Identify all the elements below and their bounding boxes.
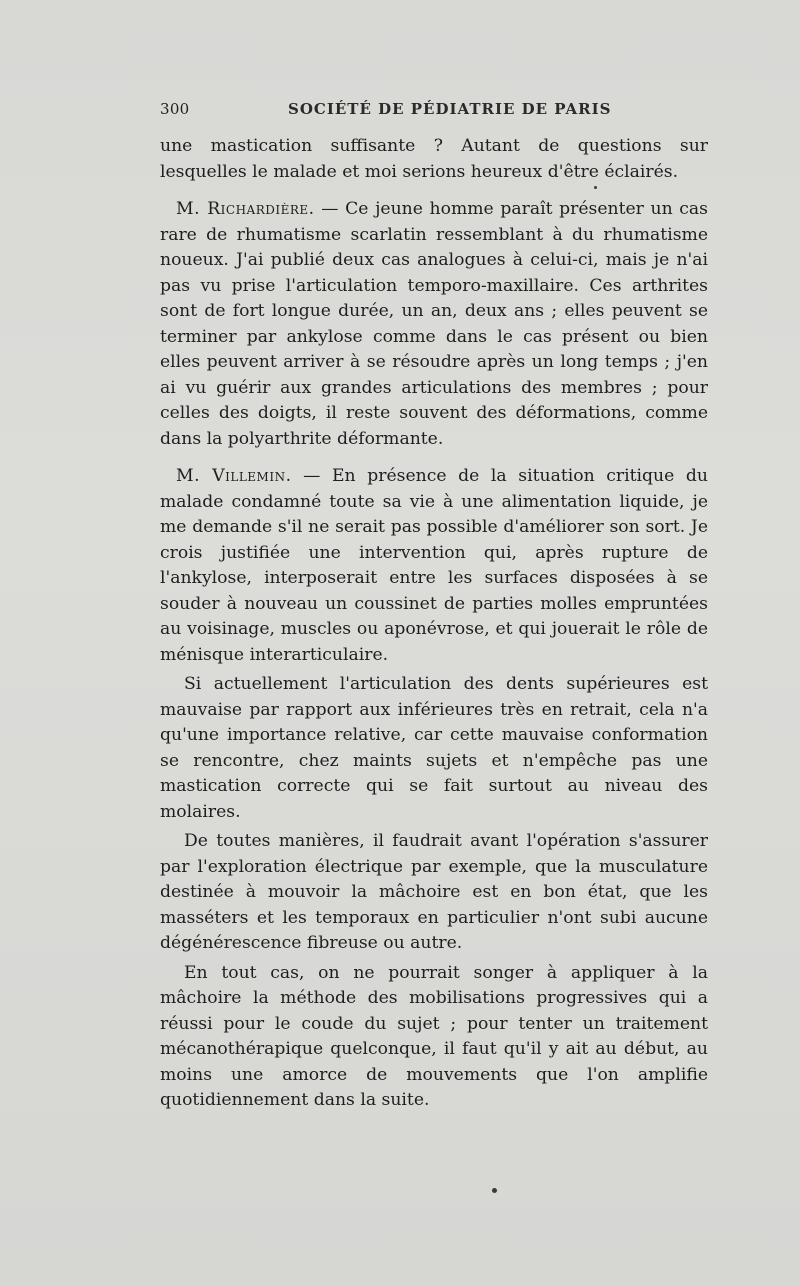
running-title: SOCIÉTÉ DE PÉDIATRIE DE PARIS <box>288 100 612 118</box>
paragraph: En tout cas, on ne pourrait songer à appliquer à la mâchoire la méthode des mobilisations progressives qui a réussi pour le coude du sujet ; pour tenter un traitement mécanothérapique quelconque, il faut qu'il y ait au début, au moins une amorce de mouvements que l'on amplifie quotidiennement dans la suite. <box>160 962 708 1110</box>
speaker-name: M. Richardière. <box>176 199 315 219</box>
speaker-text: — En présence de la situation critique du malade condamné toute sa vie à une alimentation liquide, je me demande s'il ne serait pas possible d'améliorer son sort. Je crois justifiée une intervention qui, après rupture de l'ankylose, interposerait entre les surfaces disposées à se souder à nouveau un coussinet de parties molles empruntées au voisinage, muscles ou aponévrose, et qui jouerait le rôle de ménisque interarticulaire. <box>160 466 708 665</box>
print-speck <box>492 1188 497 1193</box>
body-text <box>160 134 708 1126</box>
paragraph: Si actuellement l'articulation des dents supérieures est mauvaise par rapport aux inférieures très en retrait, cela n'a qu'une importance relative, car cette mauvaise conformation se rencontre, chez maints sujets et n'empêche pas une mastication correcte qui se fait surtout au niveau des molaires. <box>160 674 708 822</box>
paragraph: De toutes manières, il faudrait avant l'opération s'assurer par l'exploration électrique par exemple, que la musculature destinée à mouvoir la mâchoire est en bon état, que les masséters et les temporaux en particulier n'ont subi aucune dégénérescence fibreuse ou autre. <box>160 831 708 953</box>
page-number: 300 <box>160 100 190 118</box>
speaker-text: — Ce jeune homme paraît présenter un cas rare de rhumatisme scarlatin ressemblant à du rhumatisme noueux. J'ai publié deux cas analogues à celui-ci, mais je n'ai pas vu prise l'articulation temporo-maxillaire. Ces arthrites sont de fort longue durée, un an, deux ans ; elles peuvent se terminer par ankylose comme dans le cas présent ou bien elles peuvent arriver à se résoudre après un long temps ; j'en ai vu guérir aux grandes articulations des membres ; pour celles des doigts, il reste souvent des déformations, comme dans la polyarthrite déformante. <box>160 199 708 449</box>
speaker-name: M. Villemin. <box>176 466 292 486</box>
paragraph-continuation: une mastication suffisante ? Autant de questions sur lesquelles le malade et moi serions heureux d'être éclairés. <box>160 136 708 182</box>
print-speck <box>594 186 597 189</box>
paragraph-richardiere <box>160 197 708 452</box>
page-header <box>160 96 708 120</box>
paragraph-villemin <box>160 464 708 668</box>
